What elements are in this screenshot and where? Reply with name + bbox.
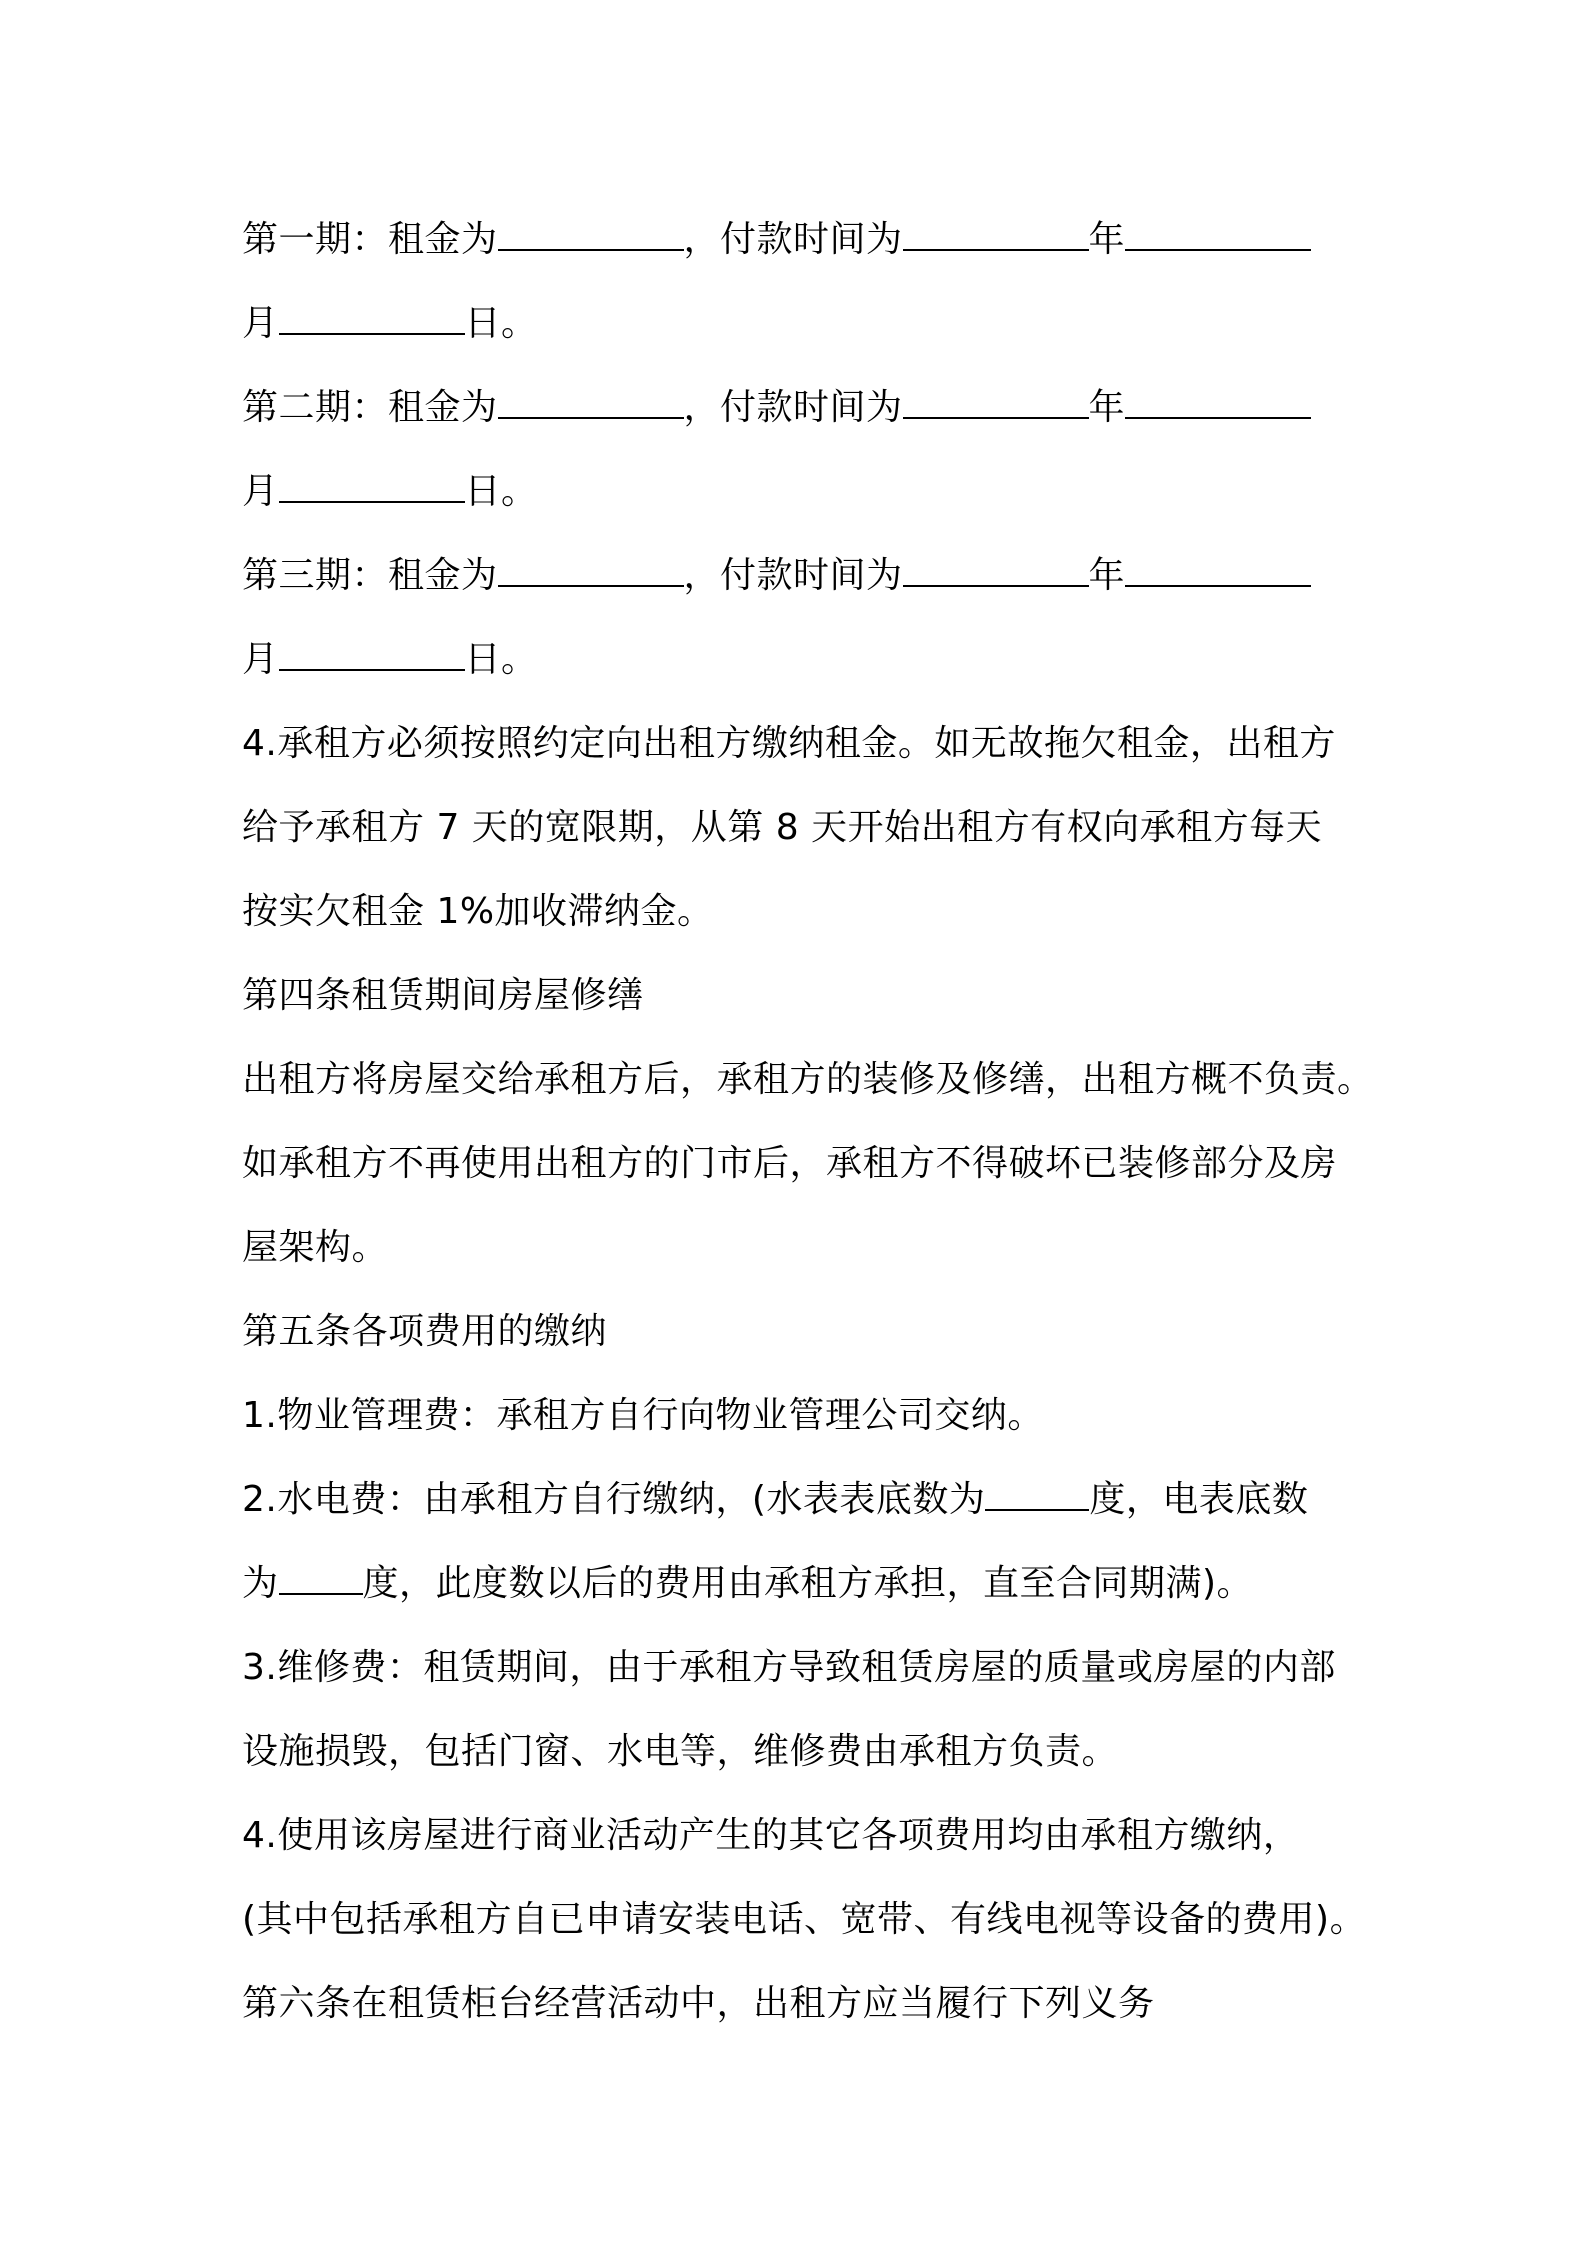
utilities-line-1 xyxy=(242,1458,1352,1542)
section-heading: 第四条租赁期间房屋修缮 xyxy=(242,975,644,1016)
text-segment: 年 xyxy=(1088,219,1126,260)
paragraph-line: 4.承租方必须按照约定向出租方缴纳租金。如无故拖欠租金，出租方 xyxy=(242,723,1336,764)
paragraph-line: 4.使用该房屋进行商业活动产生的其它各项费用均由承租方缴纳， xyxy=(242,1815,1300,1856)
section-heading: 第六条在租赁柜台经营活动中，出租方应当履行下列义务 xyxy=(242,1983,1155,2024)
electric-meter-blank xyxy=(279,1563,363,1595)
rent-amount-blank xyxy=(498,555,684,587)
installment-2-line-2 xyxy=(242,450,1352,534)
text-segment: 第三期：租金为 xyxy=(242,555,498,596)
document-body xyxy=(242,198,1374,2046)
text-segment: ，付款时间为 xyxy=(683,219,903,260)
text-segment: 月 xyxy=(242,303,279,344)
installment-3-line-1 xyxy=(242,534,1352,618)
paragraph-line: 如承租方不再使用出租方的门市后，承租方不得破坏已装修部分及房 xyxy=(242,1143,1338,1184)
installment-1-line-1 xyxy=(242,198,1352,282)
text-segment: ，付款时间为 xyxy=(683,555,903,596)
month-blank xyxy=(1125,387,1311,419)
text-segment: 日。 xyxy=(464,303,538,344)
text-segment: 第二期：租金为 xyxy=(242,387,498,428)
text-segment: 月 xyxy=(242,471,279,512)
paragraph-line: 1.物业管理费：承租方自行向物业管理公司交纳。 xyxy=(242,1395,1044,1436)
rent-amount-blank xyxy=(498,387,684,419)
day-blank xyxy=(279,303,465,335)
utilities-line-2 xyxy=(242,1542,1352,1626)
rent-amount-blank xyxy=(498,219,684,251)
text-segment: 第一期：租金为 xyxy=(242,219,498,260)
text-segment: 日。 xyxy=(464,639,538,680)
year-blank xyxy=(903,555,1089,587)
text-segment: 度，此度数以后的费用由承租方承担，直至合同期满)。 xyxy=(362,1563,1254,1604)
text-segment: 度，电表底数 xyxy=(1089,1479,1309,1520)
day-blank xyxy=(279,639,465,671)
text-segment: 月 xyxy=(242,639,279,680)
text-segment: 年 xyxy=(1088,387,1126,428)
text-segment: 2.水电费：由承租方自行缴纳，(水表表底数为 xyxy=(242,1479,986,1520)
installment-2-line-1 xyxy=(242,366,1352,450)
paragraph-line: 按实欠租金 1%加收滞纳金。 xyxy=(242,891,714,932)
paragraph-line: 出租方将房屋交给承租方后，承租方的装修及修缮，出租方概不负责。 xyxy=(242,1059,1374,1100)
day-blank xyxy=(279,471,465,503)
water-meter-blank xyxy=(985,1479,1089,1511)
year-blank xyxy=(903,219,1089,251)
year-blank xyxy=(903,387,1089,419)
paragraph-line: 屋架构。 xyxy=(242,1227,389,1268)
installment-1-line-2 xyxy=(242,282,1352,366)
text-segment: ，付款时间为 xyxy=(683,387,903,428)
paragraph-line: (其中包括承租方自已申请安装电话、宽带、有线电视等设备的费用)。 xyxy=(242,1899,1367,1940)
paragraph-line: 3.维修费：租赁期间，由于承租方导致租赁房屋的质量或房屋的内部 xyxy=(242,1647,1336,1688)
installment-3-line-2 xyxy=(242,618,1352,702)
section-heading: 第五条各项费用的缴纳 xyxy=(242,1311,608,1352)
text-segment: 日。 xyxy=(464,471,538,512)
month-blank xyxy=(1125,555,1311,587)
paragraph-line: 设施损毁，包括门窗、水电等，维修费由承租方负责。 xyxy=(242,1731,1119,1772)
text-segment: 为 xyxy=(242,1563,279,1604)
month-blank xyxy=(1125,219,1311,251)
paragraph-line: 给予承租方 7 天的宽限期，从第 8 天开始出租方有权向承租方每天 xyxy=(242,807,1323,848)
text-segment: 年 xyxy=(1088,555,1126,596)
